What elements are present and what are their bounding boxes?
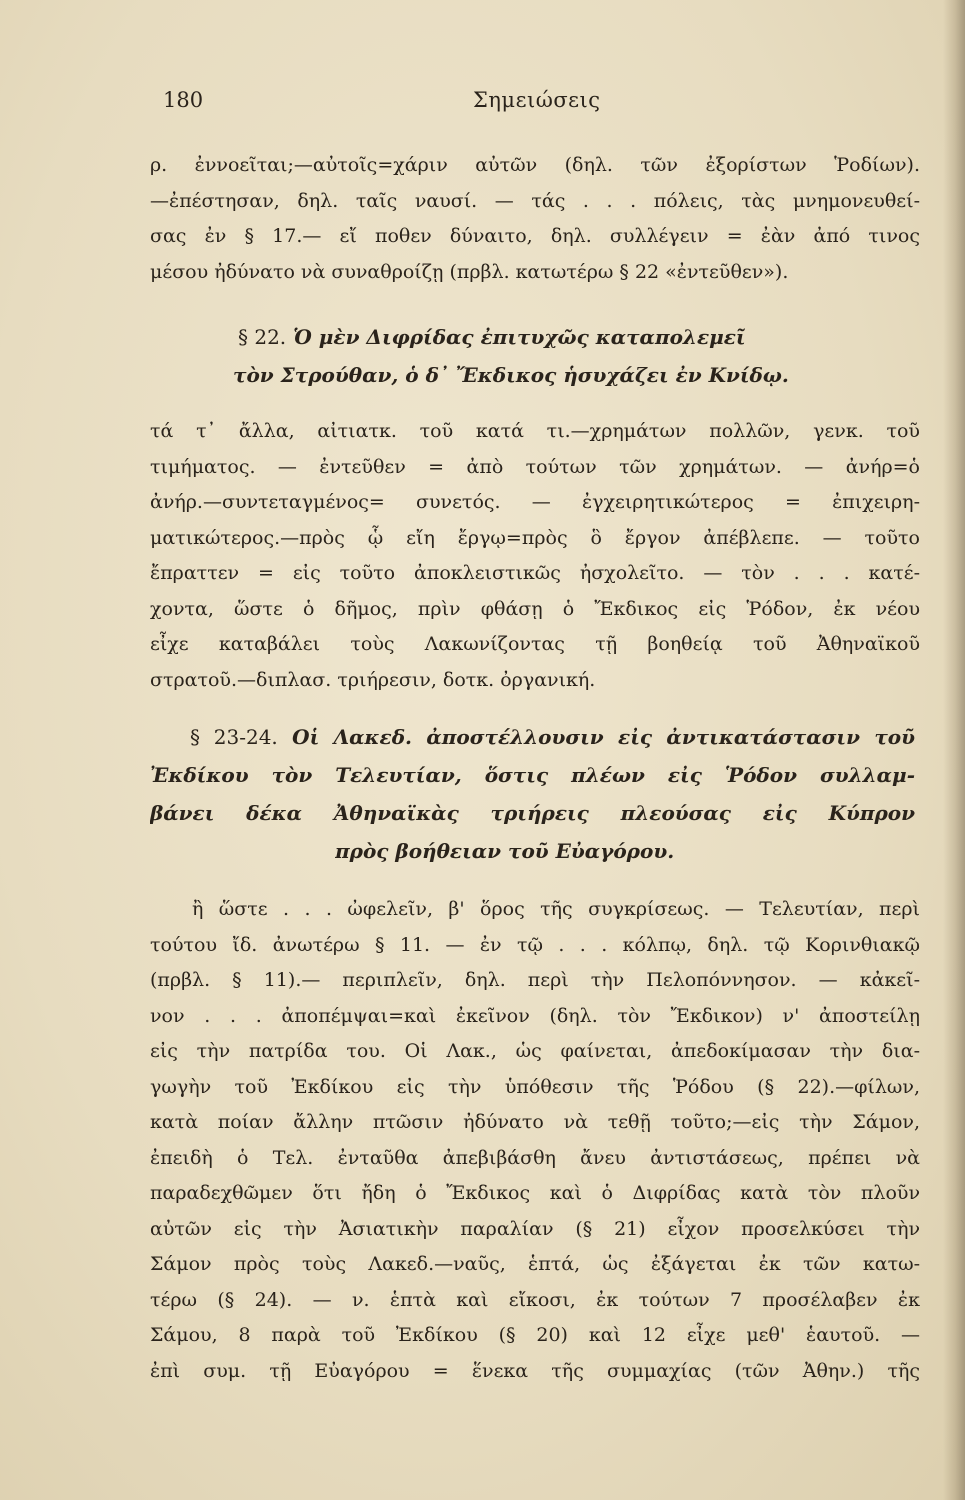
text-line: εἶχε καταβάλει τοὺς Λακωνίζοντας τῇ βοηθείᾳ τοῦ Ἀθηναϊκοῦ: [150, 633, 920, 655]
page-header: [163, 88, 863, 118]
heading-line: τὸν Στρούθαν, ὁ δ᾿ Ἔκδικος ἡσυχάζει ἐν Κνίδῳ.: [233, 363, 789, 387]
text-line: τούτου ἴδ. ἀνωτέρω § 11. — ἐν τῷ . . . κόλπῳ, δηλ. τῷ Κορινθιακῷ: [150, 933, 920, 956]
text-line: κατὰ ποίαν ἄλλην πτῶσιν ἠδύνατο νὰ τεθῇ τοῦτο;—εἰς τὴν Σάμον,: [150, 1111, 920, 1133]
text-line: νον . . . ἀποπέμψαι=καὶ ἐκεῖνον (δηλ. τὸν Ἔκδικον) ν' ἀποστείλῃ: [150, 1004, 920, 1027]
section-22-heading: [233, 318, 858, 394]
text-line: Σάμου, 8 παρὰ τοῦ Ἐκδίκου (§ 20) καὶ 12 εἶχε μεθ' ἑαυτοῦ. —: [150, 1324, 920, 1346]
text-line: (πρβλ. § 11).— περιπλεῖν, δηλ. περὶ τὴν Πελοπόννησον. — κἀκεῖ-: [150, 969, 920, 991]
page-number: 180: [163, 88, 204, 112]
paragraph-1: [150, 148, 920, 290]
text-line: ματικώτερος.—πρὸς ᾧ εἴη ἔργῳ=πρὸς ὃ ἔργον ἀπέβλεπε. — τοῦτο: [150, 526, 920, 549]
text-line: χοντα, ὥστε ὁ δῆμος, πρὶν φθάσῃ ὁ Ἔκδικος εἰς Ῥόδον, ἐκ νέου: [150, 597, 920, 620]
text-line: ἀνήρ.—συντεταγμένος= συνετός. — ἐγχειρητικώτερος = ἐπιχειρη-: [150, 491, 920, 513]
text-line: ἐπὶ συμ. τῇ Εὐαγόρου = ἕνεκα τῆς συμμαχίας (τῶν Ἀθην.) τῆς: [150, 1359, 920, 1382]
text-line: ἐπειδὴ ὁ Τελ. ἐνταῦθα ἀπεβιβάσθη ἄνευ ἀντιστάσεως, πρέπει νὰ: [150, 1146, 920, 1169]
text-line: ρ. ἐννοεῖται;—αὐτοῖς=χάριν αὐτῶν (δηλ. τῶν ἐξορίστων Ῥοδίων).: [150, 154, 920, 176]
text-line: εἰς τὴν πατρίδα του. Οἱ Λακ., ὡς φαίνεται, ἀπεδοκίμασαν τὴν δια-: [150, 1040, 920, 1062]
heading-line: [238, 318, 858, 356]
heading-line: [190, 718, 915, 756]
heading-text: Ὁ μὲν Διφρίδας ἐπιτυχῶς καταπολεμεῖ: [293, 325, 746, 349]
text-line: αὐτῶν εἰς τὴν Ἀσιατικὴν παραλίαν (§ 21) εἶχον προσελκύσει τὴν: [150, 1217, 920, 1240]
text-line: γωγὴν τοῦ Ἐκδίκου εἰς τὴν ὑπόθεσιν τῆς Ῥόδου (§ 22).—φίλων,: [150, 1075, 920, 1098]
text-line: —ἐπέστησαν, δηλ. ταῖς ναυσί. — τάς . . . πόλεις, τὰς μνημονευθεί-: [150, 189, 920, 212]
section-23-24-heading: [150, 718, 915, 870]
text-line: παραδεχθῶμεν ὅτι ἤδη ὁ Ἔκδικος καὶ ὁ Διφρίδας κατὰ τὸν πλοῦν: [150, 1182, 920, 1204]
text-line: στρατοῦ.—διπλασ. τριήρεσιν, δοτκ. ὀργανική.: [150, 668, 596, 691]
text-line: τέρω (§ 24). — ν. ἑπτὰ καὶ εἴκοσι, ἐκ τούτων 7 προσέλαβεν ἐκ: [150, 1288, 920, 1311]
running-head: Σημειώσεις: [473, 88, 601, 112]
text-line: τά τ᾿ ἄλλα, αἰτιατκ. τοῦ κατά τι.—χρημάτων πολλῶν, γενκ. τοῦ: [150, 420, 920, 442]
paragraph-2: [150, 414, 920, 698]
page-spine-shadow: [943, 0, 965, 1500]
text-line: ἢ ὥστε . . . ὠφελεῖν, β' ὅρος τῆς συγκρίσεως. — Τελευτίαν, περὶ: [192, 898, 920, 920]
heading-text: Οἱ Λακεδ. ἀποστέλλουσιν εἰς ἀντικατάστασιν τοῦ: [292, 725, 915, 749]
heading-line: πρὸς βοήθειαν τοῦ Εὐαγόρου.: [335, 839, 675, 863]
section-number: § 22.: [238, 325, 287, 349]
text-line: ἔπραττεν = εἰς τοῦτο ἀποκλειστικῶς ἠσχολεῖτο. — τὸν . . . κατέ-: [150, 562, 920, 584]
text-line: σας ἐν § 17.— εἴ ποθεν δύναιτο, δηλ. συλλέγειν = ἐὰν ἀπό τινος: [150, 225, 920, 247]
text-line: Σάμον πρὸς τοὺς Λακεδ.—ναῦς, ἑπτά, ὡς ἐξάγεται ἐκ τῶν κατω-: [150, 1253, 920, 1275]
text-line: μέσου ἠδύνατο νὰ συναθροίζῃ (πρβλ. κατωτέρω § 22 «ἐντεῦθεν»).: [150, 260, 789, 283]
heading-line: βάνει δέκα Ἀθηναϊκὰς τριήρεις πλεούσας εἰς Κύπρον: [150, 801, 915, 825]
paragraph-3: [150, 892, 920, 1389]
heading-line: Ἐκδίκου τὸν Τελευτίαν, ὅστις πλέων εἰς Ῥόδον συλλαμ-: [150, 763, 915, 787]
text-line: τιμήματος. — ἐντεῦθεν = ἀπὸ τούτων τῶν χρημάτων. — ἀνήρ=ὁ: [150, 455, 920, 478]
section-number: § 23-24.: [190, 725, 278, 749]
